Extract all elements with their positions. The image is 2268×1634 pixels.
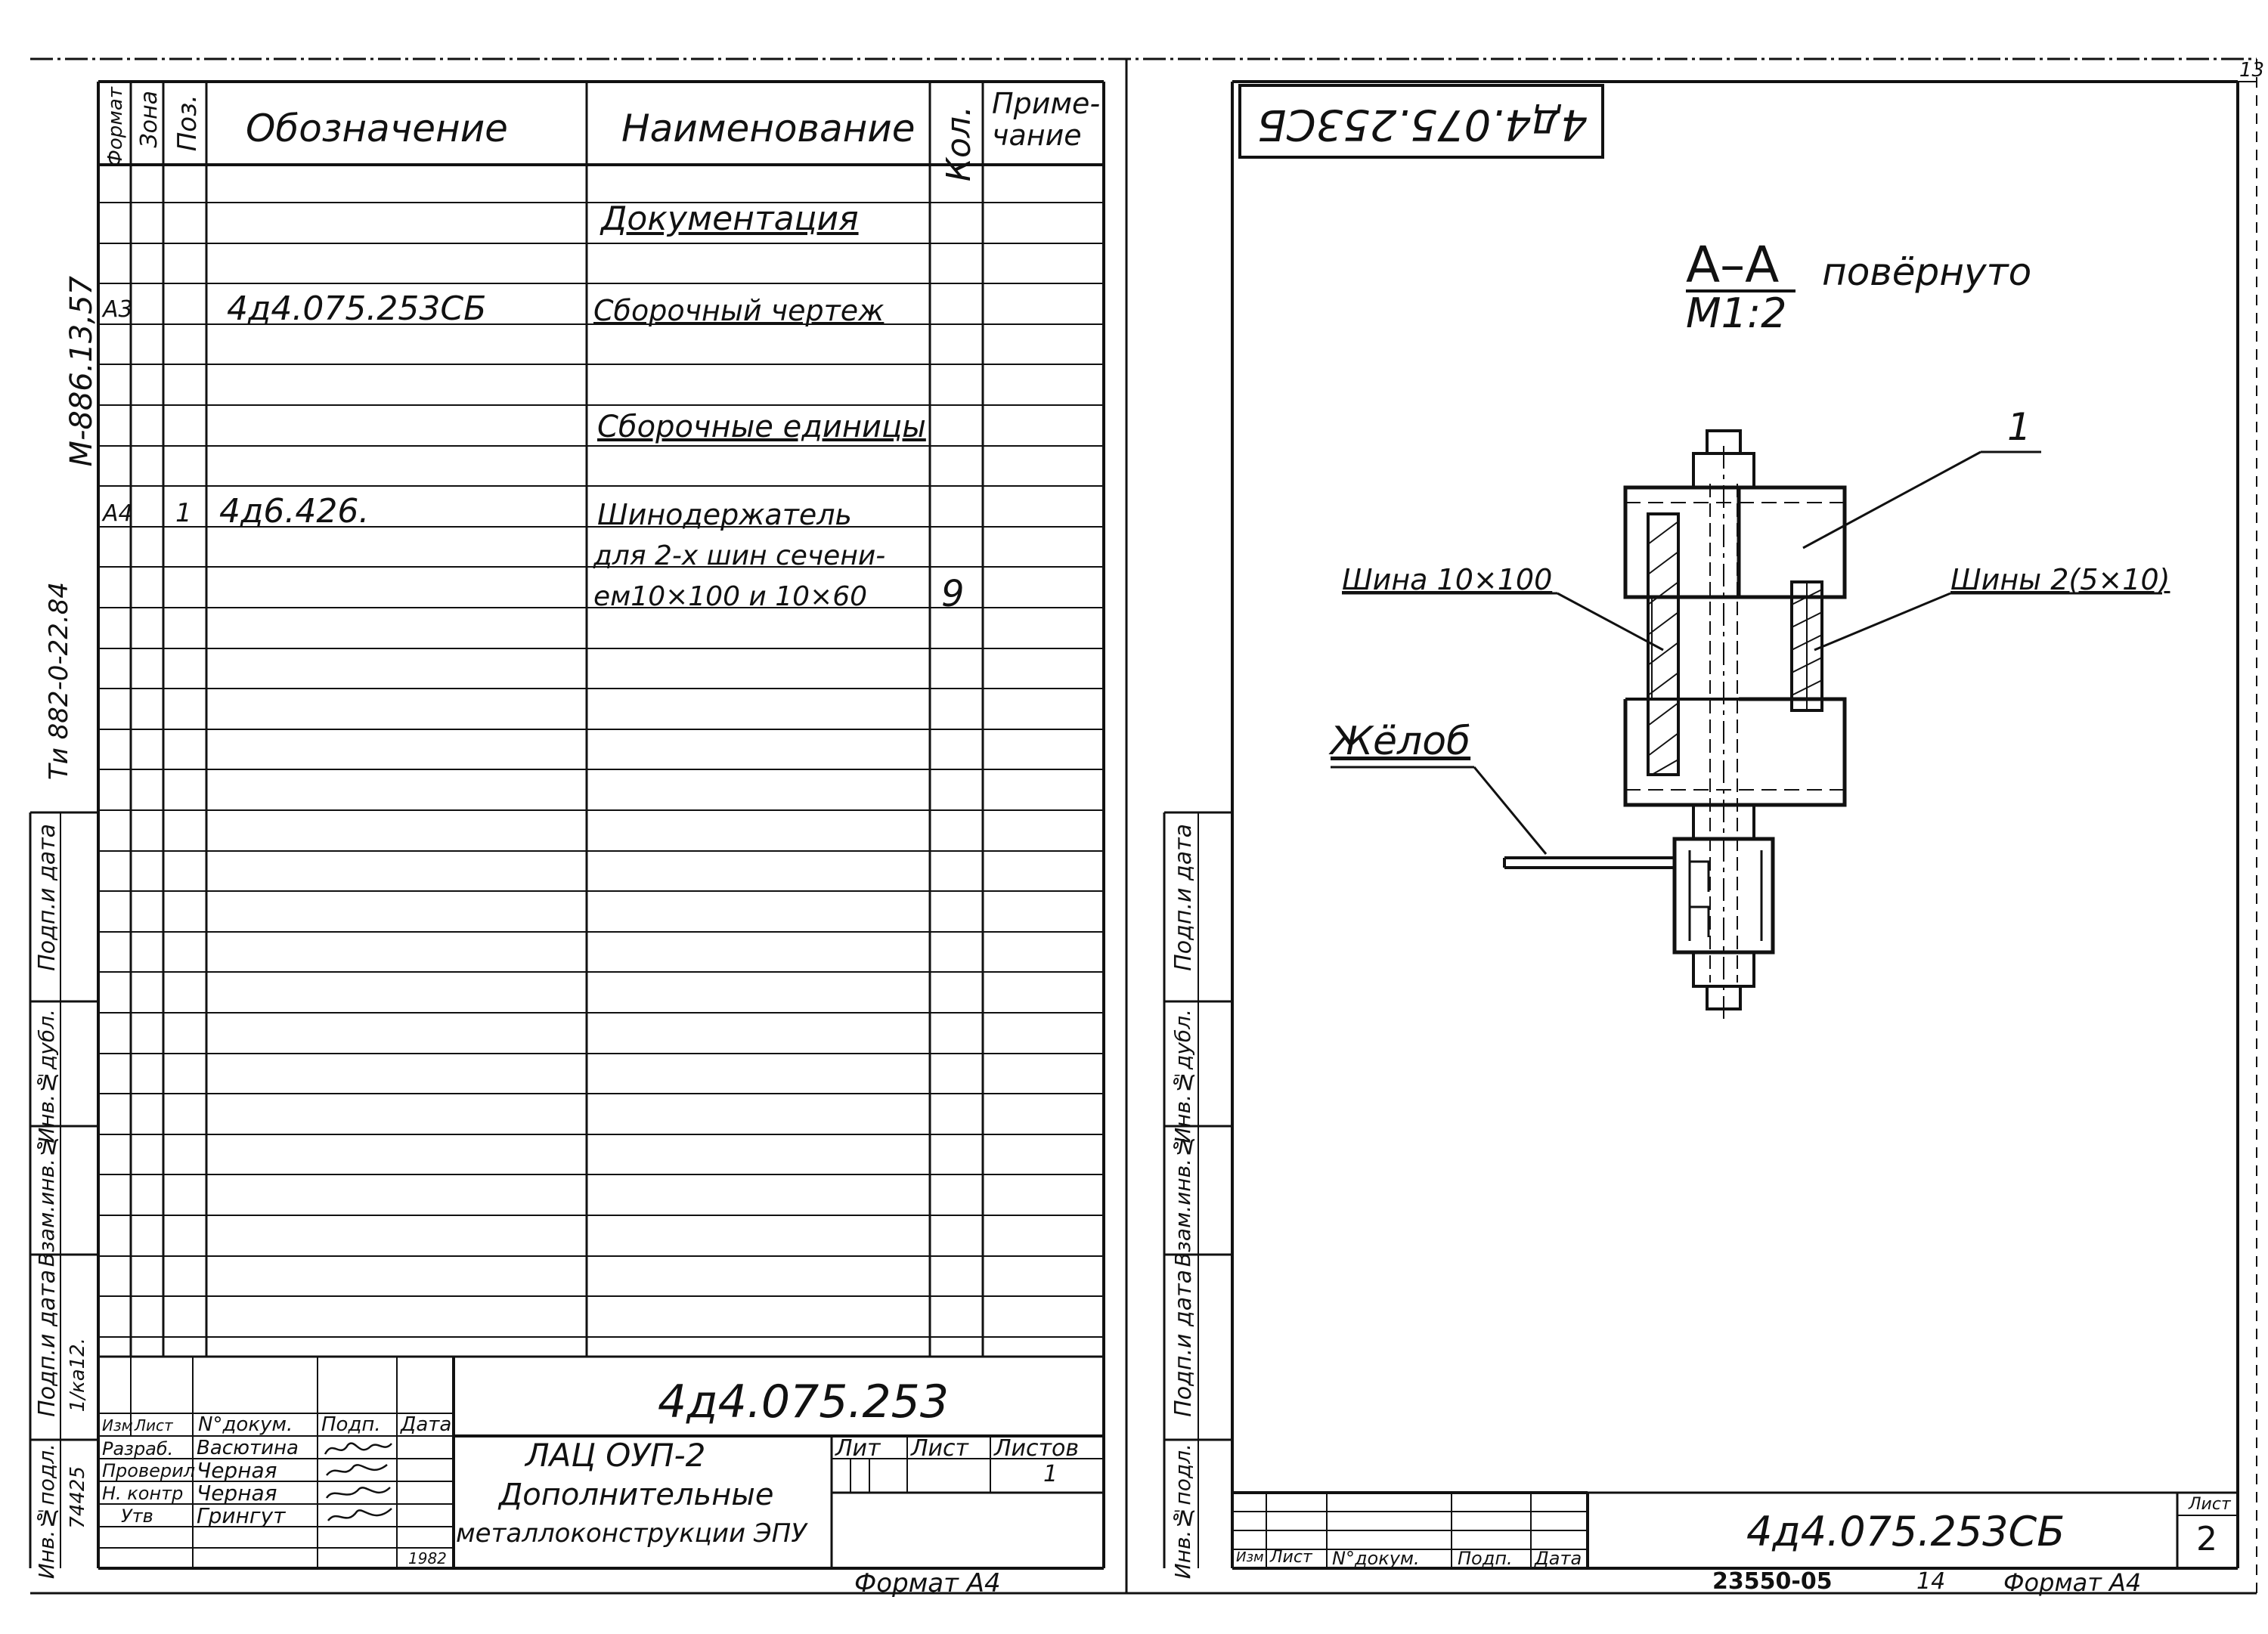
tb-list: Лист: [911, 1435, 969, 1462]
tb-header-list: Лист: [135, 1416, 173, 1434]
row-1-format: А3: [103, 296, 133, 323]
label-trough: Жёлоб: [1331, 719, 1471, 764]
tb-sheets: Листов: [994, 1435, 1080, 1462]
header-note-1: Приме-: [992, 87, 1101, 120]
tb-name-1: Васютина: [197, 1437, 299, 1459]
header-designation: Обозначение: [246, 107, 508, 150]
view-title: А–А: [1686, 236, 1780, 294]
stamp-label-inv-podl: Инв.№подл.: [34, 1444, 59, 1580]
row-1-designation: 4д4.075.253СБ: [227, 289, 487, 328]
stamp-value-inv: 74425: [67, 1466, 89, 1529]
r-stamp-label-inv-podl: Инв.№подл.: [1170, 1444, 1195, 1580]
r-tb-header-izm: Изм: [1236, 1549, 1264, 1565]
bus-holder-drawing: [1331, 291, 2162, 1020]
label-bus-single: Шина 10×100: [1342, 563, 1553, 596]
r-stamp-label-inv-dubl: Инв.№дубл.: [1170, 1009, 1195, 1143]
row-4-name: ем10×100 и 10×60: [593, 581, 868, 612]
label-bus-double: Шины 2(5×10): [1950, 563, 2170, 596]
stamp-label-inv-dubl: Инв.№дубл.: [34, 1009, 59, 1143]
left-format: Формат А4: [854, 1568, 1001, 1598]
header-name: Наименование: [621, 107, 916, 150]
header-format: Формат: [104, 87, 127, 167]
tb-role-3: Н. контр: [102, 1483, 184, 1504]
tb-header-doc: N°докум.: [198, 1413, 293, 1436]
r-footer-format: Формат А4: [2003, 1568, 2142, 1597]
left-doc-number: 4д4.075.253: [658, 1376, 950, 1428]
stamp-value-podp: 1/ка12.: [67, 1338, 89, 1413]
header-note-2: чание: [992, 119, 1082, 152]
stamp-label-podp-data-1: Подп.и дата: [34, 824, 60, 971]
header-qty: Кол.: [940, 106, 978, 182]
side-note-top: М-886.13,57: [64, 276, 99, 467]
tb-header-date: Дата: [401, 1413, 452, 1436]
r-stamp-label-podp-data-2: Подп.и дата: [1170, 1270, 1197, 1417]
stamp-label-vzam-inv: Взам.инв.№: [34, 1134, 59, 1267]
r-tb-header-date: Дата: [1535, 1548, 1582, 1569]
row-2-pos: 1: [175, 498, 192, 528]
row-3-name: для 2-х шин сечени-: [593, 540, 886, 571]
tb-name-4: Грингут: [197, 1503, 286, 1528]
row-1-name: Сборочный чертеж: [593, 294, 885, 327]
signatures: [318, 1436, 397, 1549]
tb-role-2: Проверил: [102, 1460, 196, 1481]
left-title-1: ЛАЦ ОУП-2: [525, 1437, 706, 1474]
left-title-2: Дополнительные: [499, 1478, 774, 1512]
label-position-1: 1: [2007, 405, 2031, 449]
r-tb-header-doc: N°докум.: [1332, 1548, 1420, 1569]
tb-lit: Лит: [835, 1435, 881, 1462]
stamp-label-podp-data-2: Подп.и дата: [34, 1270, 60, 1417]
r-tb-header-sign: Подп.: [1458, 1548, 1513, 1569]
r-sheet-value: 2: [2196, 1520, 2217, 1558]
r-stamp-label-podp-data-1: Подп.и дата: [1170, 824, 1197, 971]
tb-header-izm: Изм: [102, 1416, 133, 1434]
header-pos: Поз.: [172, 94, 203, 152]
r-footer-page: 14: [1916, 1568, 1946, 1595]
view-scale: М1:2: [1686, 289, 1787, 337]
r-sheet-label: Лист: [2189, 1495, 2231, 1514]
r-doc-number: 4д4.075.253СБ: [1746, 1508, 2065, 1555]
row-2-designation: 4д6.426.: [219, 492, 370, 531]
r-footer-order: 23550-05: [1712, 1568, 1833, 1595]
sheet-number: 13: [2239, 59, 2265, 82]
tb-header-sign: Подп.: [321, 1413, 381, 1436]
tb-name-2: Черная: [197, 1458, 277, 1483]
r-stamp-label-vzam-inv: Взам.инв.№: [1170, 1134, 1195, 1267]
tb-role-1: Разраб.: [102, 1438, 174, 1459]
left-title-3: металлоконструкции ЭПУ: [456, 1518, 807, 1549]
row-2-format: А4: [103, 500, 133, 527]
row-4-qty: 9: [941, 573, 965, 615]
row-2-name: Шинодержатель: [597, 498, 852, 531]
section-assembly-units: Сборочные единицы: [597, 410, 926, 444]
section-documentation: Документация: [601, 200, 859, 238]
tb-role-4: Утв: [121, 1506, 153, 1527]
tb-date-note: 1982: [408, 1549, 447, 1567]
side-note-bottom: Ти 882-0-22.84: [44, 582, 74, 781]
header-zone: Зона: [136, 91, 163, 148]
tb-sheets-value: 1: [1043, 1461, 1058, 1487]
right-top-stamp: 4д4.075.253СБ: [1257, 100, 1588, 149]
tb-name-3: Черная: [197, 1481, 277, 1506]
view-note: повёрнуто: [1822, 250, 2032, 294]
r-tb-header-list: Лист: [1270, 1548, 1312, 1567]
